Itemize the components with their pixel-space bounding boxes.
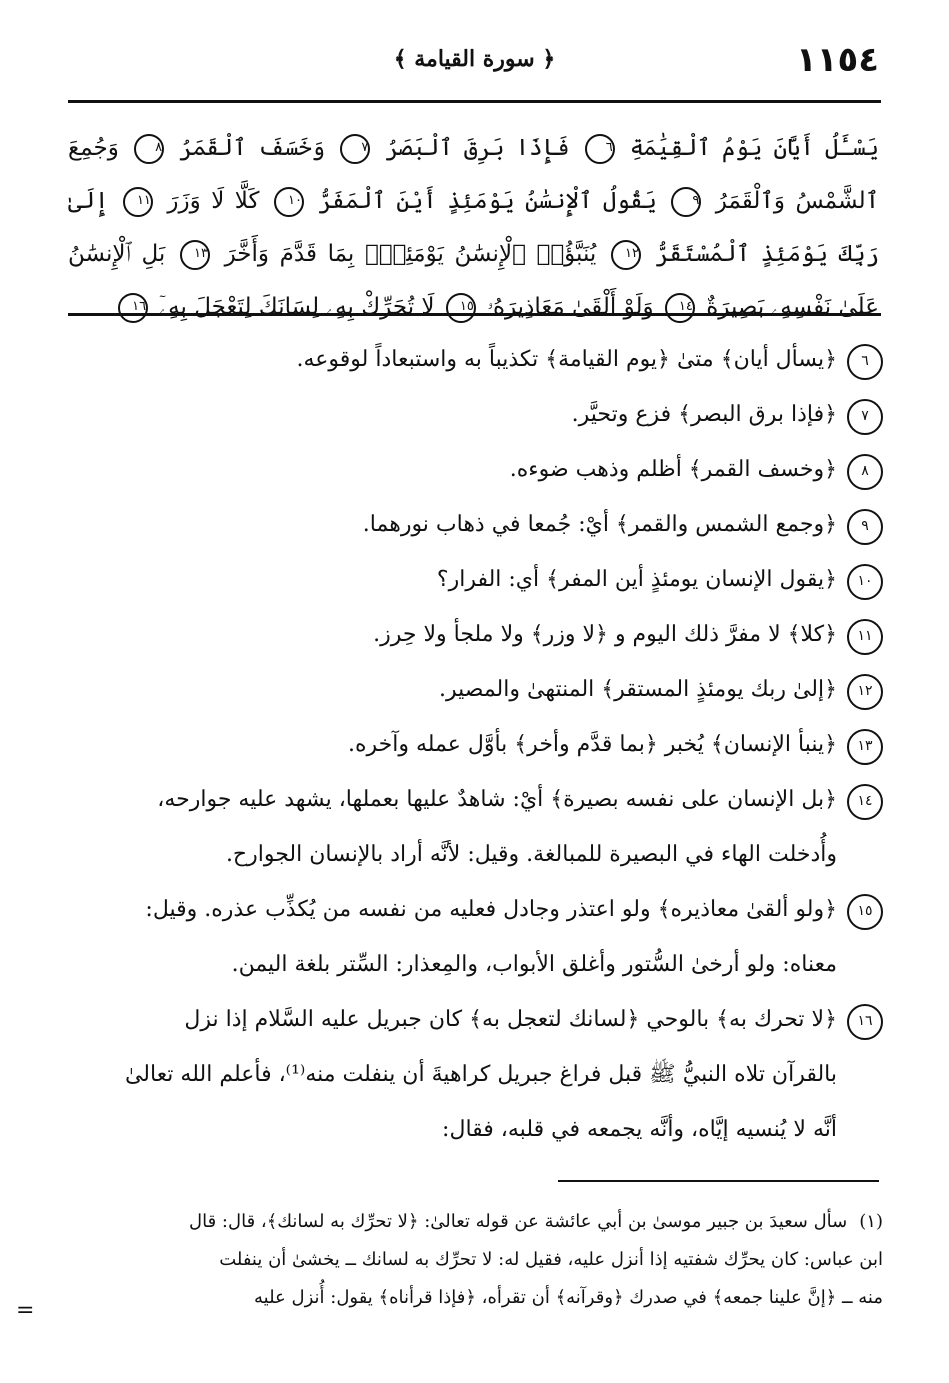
footnote — [68, 1203, 883, 1317]
verse-number-marker: ٦ — [585, 134, 615, 164]
footnote-line: منه ــ ﴿إنَّ علينا جمعه﴾ في صدرك ﴿وقرآنه﴾ أن تقرأه، ﴿فإذا قرأناه﴾ يقول: أُنزل عليه — [254, 1287, 883, 1308]
verse-number-marker: ٧ — [847, 399, 883, 435]
verse-text: يَقُولُ ٱلْإِنسَٰنُ يَوْمَئِذٍ أَيْنَ ٱلْمَفَرُّ — [318, 188, 657, 214]
tafsir-line: ﴿إلىٰ ربك يومئذٍ المستقر﴾ المنتهىٰ والمصير. — [438, 677, 837, 702]
tafsir-line: ﴿وخسف القمر﴾ أظلم وذهب ضوءه. — [509, 457, 837, 482]
page-number: ١١٥٤ — [795, 40, 879, 80]
verse-number-marker: ٨ — [847, 454, 883, 490]
tafsir-line: بالقرآن تلاه النبيُّ ﷺ قبل فراغ جبريل كراهيةَ أن ينفلت منه⁽¹⁾، فأعلم الله تعالىٰ — [124, 1062, 837, 1087]
verse-text: بَلِ ٱلْإِنسَٰنُ عَلَىٰ نَفْسِهِۦ بَصِيرَةٌ — [68, 241, 879, 320]
verse-number-marker: ١٠ — [274, 187, 304, 217]
tafsir-line: ﴿ولو ألقىٰ معاذيره﴾ ولو اعتذر وجادل فعليه من نفسه من يُكذِّب عذره. وقيل: — [145, 897, 837, 922]
verse-text: وَخَسَفَ ٱلْقَمَرُ — [179, 135, 326, 161]
tafsir-entry — [68, 387, 883, 442]
verse-number-marker: ١٢ — [847, 674, 883, 710]
footnote-rule — [558, 1180, 879, 1182]
tafsir-line: ﴿ينبأ الإنسان﴾ يُخبر ﴿بما قدَّم وأخر﴾ بأوَّل عمله وآخره. — [347, 732, 837, 757]
tafsir-entry — [68, 662, 883, 717]
tafsir-entry — [68, 497, 883, 552]
footnote-text: سأل سعيدَ بن جبير موسىٰ بن أبي عائشة عن قوله تعالىٰ: ﴿لا تحرِّك به لسانك﴾، قال: قال — [189, 1211, 848, 1232]
verse-text: فَإِذَا بَرِقَ ٱلْبَصَرُ — [385, 135, 570, 161]
page-header — [70, 40, 879, 90]
verse-number-marker: ١٦ — [118, 293, 148, 323]
verse-number-marker: ١٥ — [446, 293, 476, 323]
tafsir-line: وأُدخلت الهاء في البصيرة للمبالغة. وقيل: لأنَّه أراد بالإنسان الجوارح. — [225, 842, 837, 867]
verse-text: وَجُمِعَ ٱلشَّمْسُ وَٱلْقَمَرُ — [68, 135, 880, 214]
verse-text: لَا تُحَرِّكْ بِهِۦ لِسَانَكَ لِتَعْجَلَ بِهِۦٓ — [159, 294, 435, 320]
verse-text: إِلَىٰ رَبِّكَ يَوْمَئِذٍ ٱلْمُسْتَقَرُّ — [68, 188, 880, 267]
tafsir-line: ﴿بل الإنسان على نفسه بصيرة﴾ أيْ: شاهدٌ عليها بعملها، يشهد عليه جوارحه، — [157, 787, 837, 812]
verse-number-marker: ١٥ — [847, 894, 883, 930]
verse-text: كَلَّا لَا وَزَرَ — [167, 188, 260, 214]
verse-number-marker: ١٢ — [611, 240, 641, 270]
tafsir-entry — [68, 882, 883, 992]
tafsir-line: ﴿يقول الإنسان يومئذٍ أين المفر﴾ أي: الفرار؟ — [436, 567, 837, 592]
verse-text: يَسْـَٔلُ أَيَّانَ يَوْمُ ٱلْقِيَٰمَةِ — [629, 135, 880, 161]
tafsir-block — [68, 332, 883, 1157]
verse-number-marker: ٩ — [847, 509, 883, 545]
verse-number-marker: ٧ — [340, 134, 370, 164]
quran-rule — [68, 313, 881, 316]
verse-number-marker: ١٤ — [847, 784, 883, 820]
tafsir-entry — [68, 332, 883, 387]
tafsir-line: ﴿يسأل أيان﴾ متىٰ ﴿يوم القيامة﴾ تكذيباً به واستبعاداً لوقوعه. — [296, 347, 837, 372]
verse-number-marker: ١٦ — [847, 1004, 883, 1040]
verse-number-marker: ١٤ — [665, 293, 695, 323]
verse-number-marker: ١٣ — [847, 729, 883, 765]
verse-number-marker: ١٠ — [847, 564, 883, 600]
footnote-line — [68, 1203, 883, 1241]
tafsir-entry — [68, 717, 883, 772]
tafsir-line: ﴿فإذا برق البصر﴾ فزع وتحيَّر. — [571, 402, 837, 427]
footnote-line: ابن عباس: كان يحرِّك شفتيه إذا أنزل عليه، فقيل له: لا تحرِّك به لسانك ــ يخشىٰ أن ينفلت — [219, 1249, 883, 1270]
tafsir-line: ﴿وجمع الشمس والقمر﴾ أيْ: جُمعا في ذهاب نورهما. — [362, 512, 837, 537]
quran-text-block — [68, 122, 879, 334]
tafsir-entry — [68, 552, 883, 607]
verse-number-marker: ٨ — [134, 134, 164, 164]
verse-text: يُنَبَّؤُا۟ ٱلْإِنسَٰنُ يَوْمَئِذٍۭ بِمَا قَدَّمَ وَأَخَّرَ — [224, 241, 597, 267]
tafsir-line: ﴿كلا﴾ لا مفرَّ ذلك اليوم و ﴿لا وزر﴾ ولا ملجأ ولا حِرز. — [373, 622, 837, 647]
verse-text: وَلَوْ أَلْقَىٰ مَعَاذِيرَهُۥ — [487, 294, 654, 320]
surah-title: ﴿ سورة القيامة ﴾ — [393, 46, 556, 72]
verse-number-marker: ١١ — [123, 187, 153, 217]
tafsir-line: ﴿لا تحرك به﴾ بالوحي ﴿لسانك لتعجل به﴾ كان جبريل عليه السَّلام إذا نزل — [184, 1007, 837, 1032]
tafsir-entry — [68, 442, 883, 497]
header-rule — [68, 100, 881, 103]
continuation-mark: = — [16, 1298, 35, 1323]
tafsir-entry — [68, 607, 883, 662]
footnote-marker: (١) — [859, 1211, 883, 1232]
tafsir-entry — [68, 992, 883, 1157]
verse-number-marker: ١٣ — [180, 240, 210, 270]
verse-number-marker: ٦ — [847, 344, 883, 380]
tafsir-entry — [68, 772, 883, 882]
verse-number-marker: ٩ — [671, 187, 701, 217]
tafsir-line: معناه: ولو أرخىٰ السُّتور وأغلق الأبواب، والمِعذار: السِّتر بلغة اليمن. — [231, 952, 837, 977]
tafsir-line: أنَّه لا يُنسيه إيَّاه، وأنَّه يجمعه في قلبه، فقال: — [442, 1117, 837, 1142]
verse-number-marker: ١١ — [847, 619, 883, 655]
